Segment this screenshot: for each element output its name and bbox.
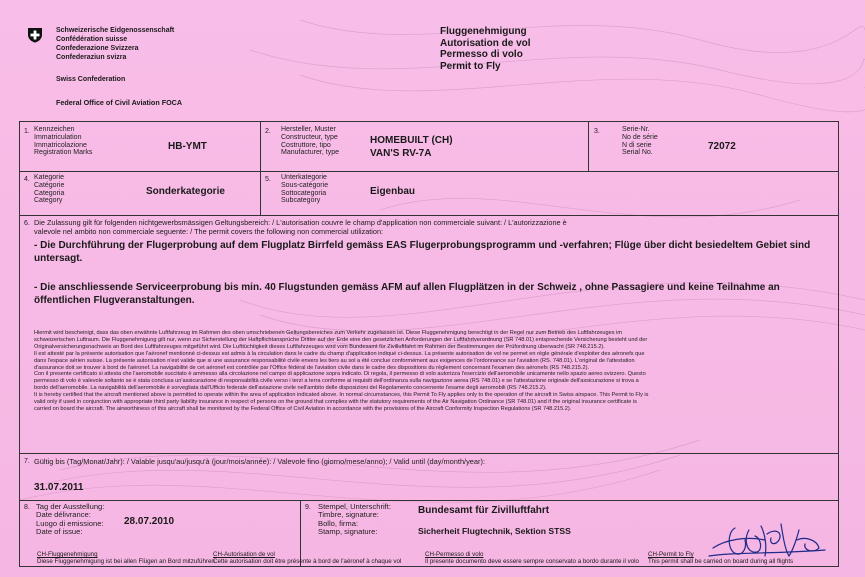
field-number: 4. xyxy=(24,176,30,183)
field-number: 5. xyxy=(265,176,271,183)
field-number: 2. xyxy=(265,128,271,135)
divider xyxy=(260,121,261,215)
serial-label: Serie-Nr. No de série N di serie Serial No. xyxy=(622,126,658,157)
divider xyxy=(19,171,839,172)
authority-value: Bundesamt für Zivilluftfahrt xyxy=(418,505,550,516)
validity-value: 31.07.2011 xyxy=(34,482,84,493)
category-value: Sonderkategorie xyxy=(146,186,225,197)
subcategory-value: Eigenbau xyxy=(370,186,416,197)
document-title xyxy=(440,26,531,72)
title-it: Permesso di volo xyxy=(440,49,523,60)
registration-value: HB-YMT xyxy=(168,141,207,152)
type-value: VAN'S RV-7A xyxy=(370,148,432,159)
footer-en: CH-Permit to Fly This permit shall be carried on board during all flights xyxy=(648,551,794,565)
org-line-rm: Confederaziun svizra xyxy=(56,54,127,61)
category-label: Kategorie Catégorie Categoria Category xyxy=(34,174,65,205)
field-number: 1. xyxy=(24,128,30,135)
field-number: 3. xyxy=(594,128,600,135)
manufacturer-value: HOMEBUILT (CH) xyxy=(370,135,453,146)
title-de: Fluggenehmigung xyxy=(440,26,527,37)
field-number: 9. xyxy=(305,504,311,511)
footer-fr: CH-Autorisation de vol Cette autorisation doit être présente à bord de l'aéronef à chaque vol xyxy=(213,551,402,565)
field-number: 6. xyxy=(24,220,30,227)
divider xyxy=(19,500,839,501)
title-fr: Autorisation de vol xyxy=(440,37,531,49)
subcategory-label: Unterkategorie Sous-catégorie Sottocategoria Subcategory xyxy=(281,174,329,205)
condition-1: - Die Durchführung der Flugerprobung auf dem Flugplatz Birrfeld gemäss EAS Flugerprobungsprogramm und -verfahren; Flüge über dicht besiedeltem Gebiet sind untersagt. xyxy=(34,240,811,264)
scope-intro-2: valevole nel ambito non commerciale seguente: / The permit covers the following non commercial utilization: xyxy=(34,227,384,236)
manufacturer-label: Hersteller, Muster Constructeur, type Costruttore, tipo Manufacturer, type xyxy=(281,126,339,157)
registration-label: Kennzeichen Immatriculation Immatricolazione Registration Marks xyxy=(34,126,93,157)
footer-de: CH-Fluggenehmigung Diese Fluggenehmigung ist bei allen Flügen an Bord mitzuführen xyxy=(37,551,215,565)
issue-date-label: Tag der Ausstellung: Date délivrance: Luogo di emissione: Date of issue: xyxy=(36,502,105,537)
stamp-label: Stempel, Unterschrift: Timbre, signature: Bollo, firma: Stamp, signature: xyxy=(318,502,392,537)
divider xyxy=(588,121,589,171)
scope-intro-1: Die Zulassung gilt für folgenden nichtgewerbsmässigen Geltungsbereich: / L'autorisation couvre le champ d'application non commerciale suivant: / L'autorizzazione è xyxy=(34,218,567,227)
title-en: Permit to Fly xyxy=(440,60,501,72)
condition-2: - Die anschliessende Serviceerprobung bis min. 40 Flugstunden gemäss AFM auf allen Flugplätzen in der Schweiz , ohne Passagiere und keine Teilnahme an öffentlichen Flugveranstaltungen. xyxy=(34,282,780,306)
section-value: Sicherheit Flugtechnik, Sektion STSS xyxy=(418,526,571,536)
footer-it: CH-Permesso di volo Il presente documento deve essere sempre conservato a bordo durante il volo xyxy=(425,551,639,565)
org-line-de: Schweizerische Eidgenossenschaft xyxy=(56,27,175,34)
org-line-it: Confederazione Svizzera xyxy=(56,45,139,52)
field-number: 7. xyxy=(24,458,30,465)
serial-value: 72072 xyxy=(708,141,736,152)
field-number: 8. xyxy=(24,504,30,511)
divider xyxy=(19,215,839,216)
validity-label: Gültig bis (Tag/Monat/Jahr): / Valable jusqu'au/jusqu'à (jour/mois/année): / Valevole fino (giorno/mese/anno); / Valid until (day/month/year): xyxy=(34,457,486,466)
divider xyxy=(19,453,839,454)
org-line-fr: Confédération suisse xyxy=(56,36,128,43)
swiss-cross-icon xyxy=(27,27,43,43)
legal-text: Hiermit wird bescheinigt, dass das oben erwähnte Luftfahrzeug im Rahmen des oben umschriebenen Geltungsbereiches zum Verkehr zugelassen ist. Diese Fluggenehmigung berechtigt in der Regel nur zum Betrieb des Luftfahrzeuges im schweizerischen Luftraum. Die Fluggenehmigung gilt nur, wenn zur Sicherstellung der Haftpflichtansprüche Dritter auf der Erde eine den gesetzlichen Anforderungen der Luftfahrtverordnung (SR 748.01) entsprechende Versicherung besteht und der Originalversicherungsnachweis an Bord des Luftfahrzeuges mitgeführt wird. Die Lufttüchtigkeit dieses Luftfahrzeuges wird vom Bundesamt für Zivilluftfahrt im Rahmen der Bestimmungen der Prüfordnung überwacht (SR 748.215.2). Il est attesté par la présente autorisation que l'aéronef mentionné ci-dessus est admis à la circulation dans le cadre du champ d'application indiqué ci-dessus. La présente autorisation de vol ne permet en règle générale d'exploiter des aéronefs que dans l'espace aérien suisse. La présente autorisation n'est valide que si une assurance responsabilité civile envers les tiers au sol a été conclue conformément aux exigences de l'ordonnance sur l'aviation (RS. 748.01). L'original de l'attestation d'assurance doit se trouver à bord de l'aéronef. La navigabilité de cet aéronef est contrôlée par l'Office fédéral de l'aviation civile dans le cadre des dispositions du règlement concernant l'examen des aéronefs (RS 748.215.2). Con il presente certificato si attesta che l'aeromobile succitato è ammesso alla circolazione nel campo di applicazione sopra indicato. Di regola, il permesso di volo autorizza l'esercizio dell'aeromobile unicamente nello spazio aereo svizzero. Questo permesso di volo è valevole soltanto se è stata conclusa un'assicurazione di responsabilità civile verso i terzi a terra conforme ai requisiti dell'ordinanza sulla navigazione aerea (RS 748.01) e se l'attestazione originale dell'assicurazione si trova a bordo dell'aeromobile. La navigabilità dell'aeromobile è sorvegliata dall'Ufficio federale dell'aviazione civile nell'ambito delle disposizioni del Regolamento concernente l'esame degli aeromobili (RS 748.215.2). It is hereby certified that the aircraft mentioned above is permitted to operate within the area of application indicated above. In normal circumstances, this Permit To Fly applies only to the operation of the aircraft in Swiss airspace. This Permit to Fly is valid only if used in conjunction with appropriate third party liability insurance in respect of persons on the ground that complies with the statutory requirements of the Air Navigation Ordinance (SR 748.01) and if the original insurance certificate is carried on board the aircraft. The airworthiness of this aircraft shall be monitored by the Federal Office of Civil Aviation in accordance with the provisions of the Aircraft Conformity Inspection Regulations (SR 748.215.2). xyxy=(34,330,649,412)
issue-date-value: 28.07.2010 xyxy=(124,516,175,527)
org-line-en: Swiss Confederation xyxy=(56,76,126,83)
office-name: Federal Office of Civil Aviation FOCA xyxy=(56,98,183,107)
